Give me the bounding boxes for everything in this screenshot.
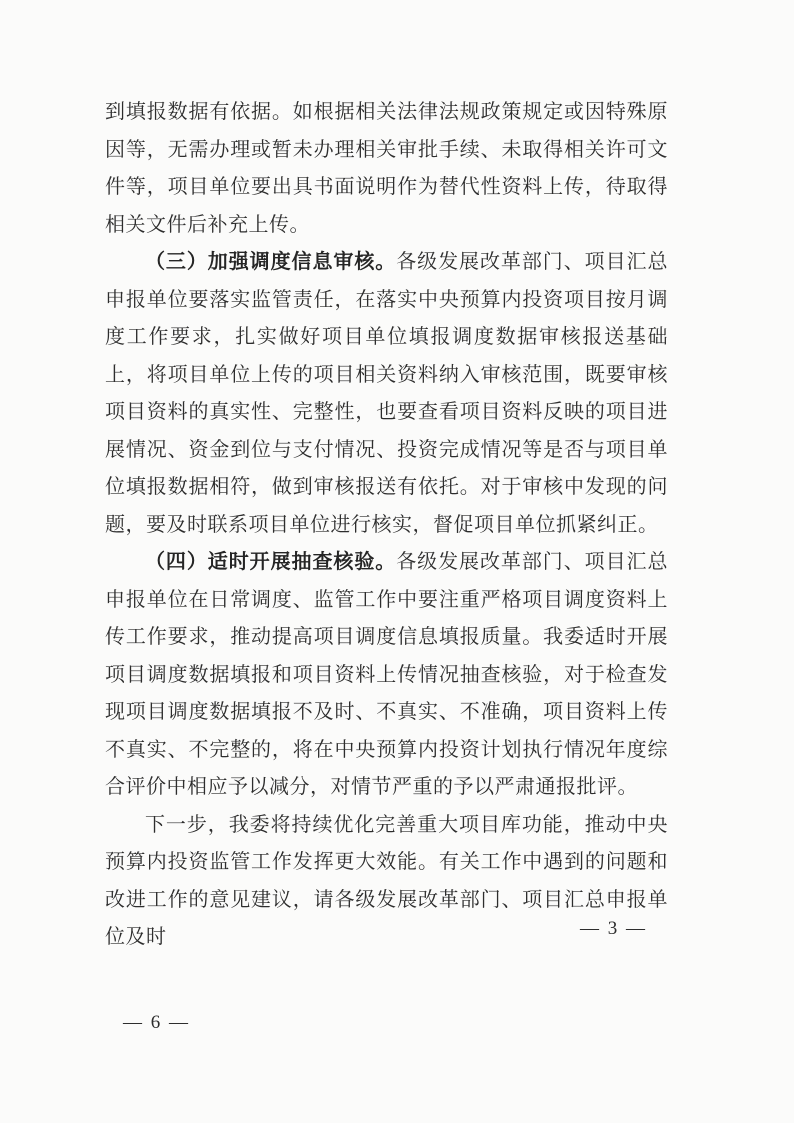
paragraph-section-4 <box>105 544 668 807</box>
paragraph-text: 各级发展改革部门、项目汇总申报单位要落实监管责任，在落实中央预算内投资项目按月调度工作要求，扎实做好项目单位填报调度数据审核报送基础上，将项目单位上传的项目相关资料纳入审核范围，既要审核项目资料的真实性、完整性，也要查看项目资料反映的项目进展情况、资金到位与支付情况、投资完成情况等是否与项目单位填报数据相符，做到审核报送有依托。对于审核中发现的问题，要及时联系项目单位进行核实，督促项目单位抓紧纠正。 <box>105 251 668 536</box>
page-number-left: — 6 — <box>123 1012 190 1033</box>
section-heading: （四）适时开展抽查核验。 <box>145 551 397 573</box>
paragraph-text: 各级发展改革部门、项目汇总申报单位在日常调度、监管工作中要注重严格项目调度资料上传工作要求，推动提高项目调度信息填报质量。我委适时开展项目调度数据填报和项目资料上传情况抽查核验，对于检查发现项目调度数据填报不及时、不真实、不准确，项目资料上传不真实、不完整的，将在中央预算内投资计划执行情况年度综合评价中相应予以减分，对情节严重的予以严肃通报批评。 <box>105 551 668 798</box>
paragraph-text: 到填报数据有依据。如根据相关法律法规政策规定或因特殊原因等，无需办理或暂未办理相关审批手续、未取得相关许可文件等，项目单位要出具书面说明作为替代性资料上传，待取得相关文件后补充上传。 <box>105 101 668 236</box>
paragraph-continuation <box>105 94 668 244</box>
section-heading: （三）加强调度信息审核。 <box>145 251 397 273</box>
page-number-right: — 3 — <box>580 918 647 939</box>
paragraph-text: 下一步，我委将持续优化完善重大项目库功能，推动中央预算内投资监管工作发挥更大效能。有关工作中遇到的问题和改进工作的意见建议，请各级发展改革部门、项目汇总申报单位及时 <box>105 813 668 948</box>
document-body <box>105 94 668 957</box>
paragraph-section-3 <box>105 244 668 544</box>
